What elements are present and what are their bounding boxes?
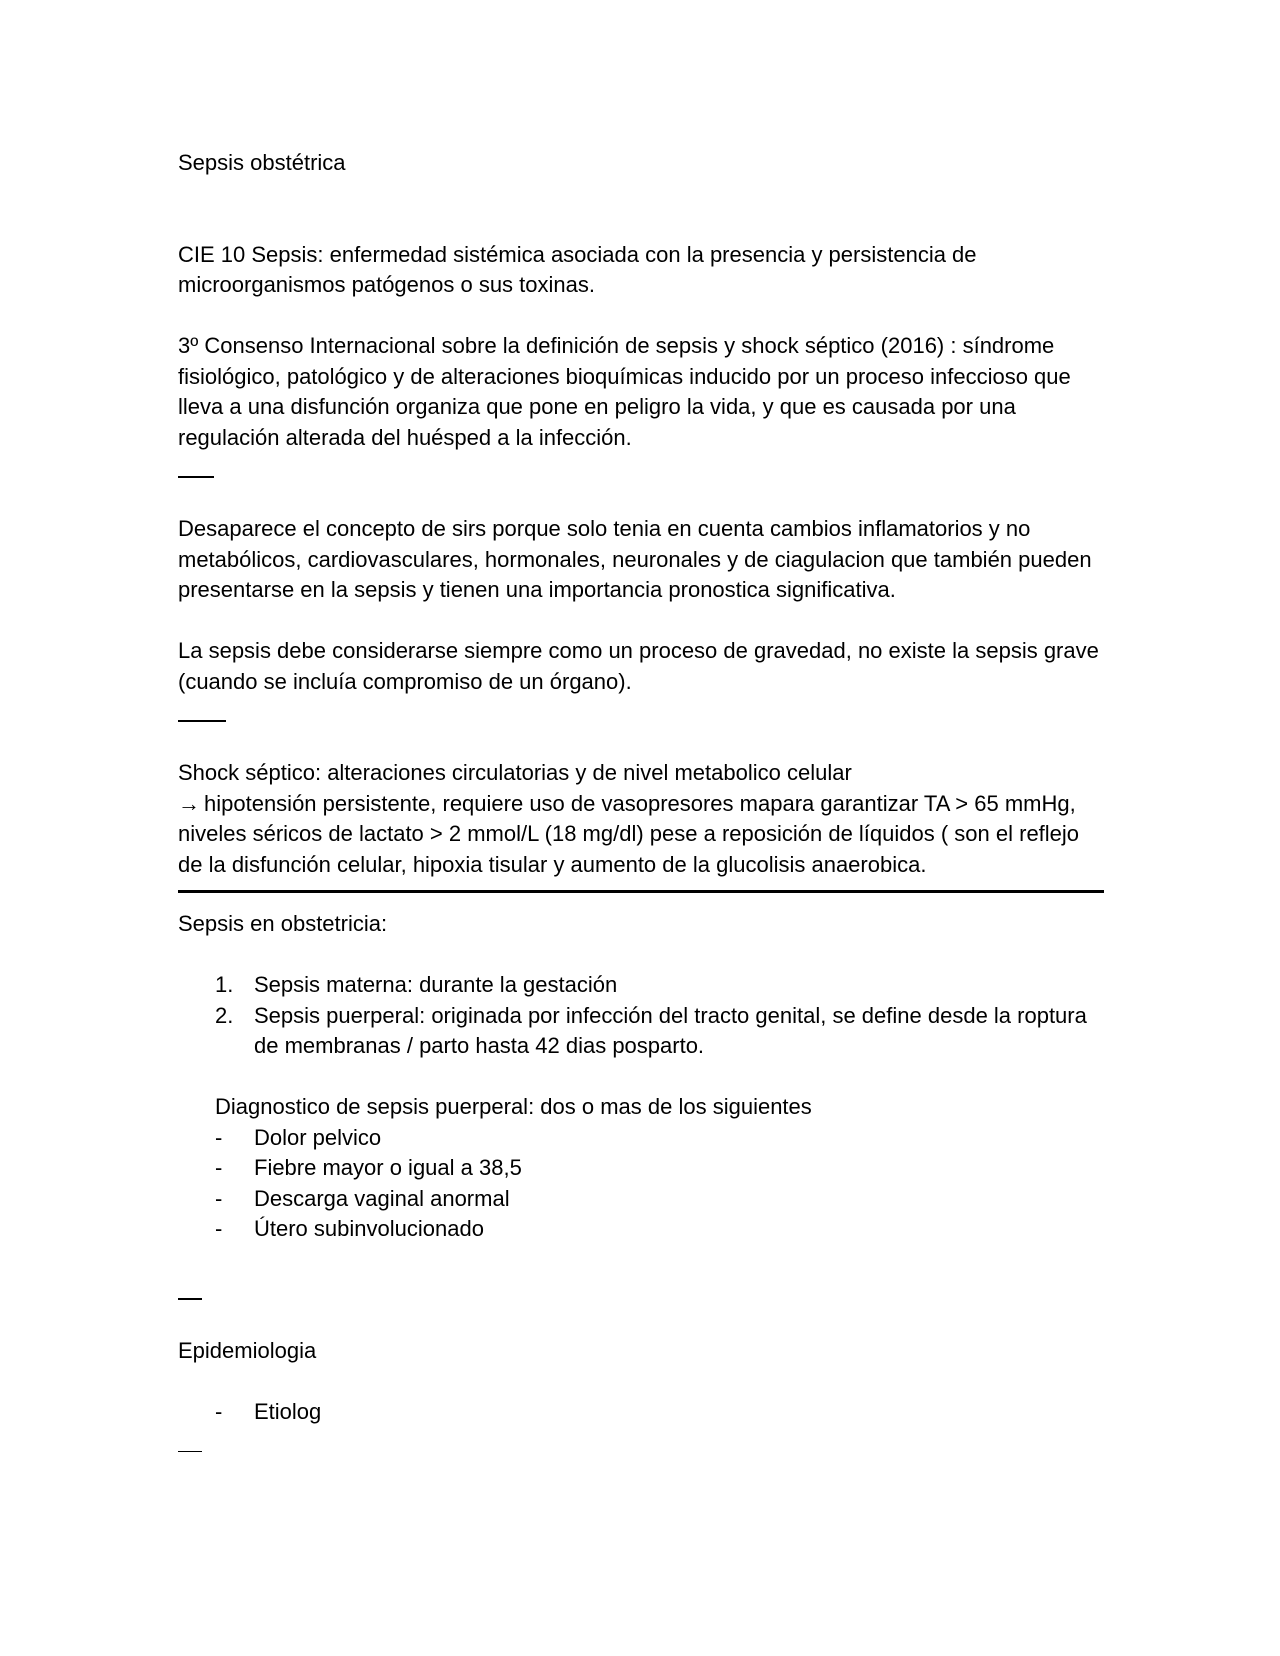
list-marker: - — [215, 1185, 223, 1211]
spacer — [178, 1062, 1108, 1093]
spacer — [178, 179, 1108, 240]
section-divider — [178, 890, 1104, 893]
list-item — [178, 970, 1108, 1001]
spacer — [178, 606, 1108, 637]
document-title: Sepsis obstétrica — [178, 150, 346, 175]
list-item-text: Sepsis puerperal: originada por infección del tracto genital, se define desde la roptura de membranas / parto hasta 42 dias posparto. — [254, 1002, 1087, 1058]
short-divider — [178, 1275, 1108, 1306]
paragraph-sirs: Desaparece el concepto de sirs porque solo tenia en cuenta cambios inflamatorios y no metabólicos, cardiovasculares, hormonales, neuronales y de ciagulacion que también pueden presentarse en la sepsis y tienen una importancia pronostica significativa. — [178, 516, 1092, 602]
short-divider — [178, 1428, 1108, 1459]
list-item-text: Sepsis materna: durante la gestación — [254, 972, 618, 997]
diagnostico-list — [178, 1123, 1108, 1245]
shock-detail-text: hipotensión persistente, requiere uso de vasopresores mapara garantizar TA > 65 mmHg, niveles séricos de lactato > 2 mmol/L (18 mg/dl) pese a reposición de líquidos ( son el reflejo de la disfunción celular, hipoxia tisular y aumento de la glucolisis anaerobica. — [178, 790, 1080, 877]
short-divider — [178, 453, 1108, 484]
section-heading-obstetricia: Sepsis en obstetricia: — [178, 911, 388, 936]
list-marker: 1. — [215, 972, 234, 997]
paragraph-cie10: CIE 10 Sepsis: enfermedad sistémica asociada con la presencia y persistencia de microorganismos patógenos o sus toxinas. — [178, 241, 977, 297]
list-item — [178, 1153, 1108, 1184]
section-heading-epidemiologia: Epidemiologia — [178, 1338, 317, 1363]
list-item — [178, 1184, 1108, 1215]
list-item-text: Útero subinvolucionado — [254, 1216, 484, 1241]
spacer — [178, 1367, 1108, 1398]
spacer — [178, 301, 1108, 332]
list-item-text: Etiolog — [254, 1399, 322, 1424]
paragraph-shock-title: Shock séptico: alteraciones circulatorias y de nivel metabolico celular — [178, 760, 852, 785]
short-divider — [178, 697, 1108, 728]
list-item-text: Dolor pelvico — [254, 1124, 382, 1150]
spacer — [178, 728, 1108, 759]
list-marker: - — [215, 1216, 223, 1241]
numbered-list — [178, 970, 1108, 1062]
epidemiologia-list — [178, 1397, 1108, 1428]
spacer — [178, 940, 1108, 971]
list-item — [178, 1397, 1108, 1428]
list-marker: - — [215, 1399, 223, 1424]
list-item — [178, 1214, 1108, 1245]
list-item — [178, 1123, 1108, 1154]
paragraph-gravedad: La sepsis debe considerarse siempre como un proceso de gravedad, no existe la sepsis grave (cuando se incluía compromiso de un órgano). — [178, 638, 1099, 694]
paragraph-shock-detail — [178, 789, 1108, 881]
list-item-text: Fiebre mayor o igual a 38,5 — [254, 1155, 522, 1180]
spacer — [178, 1306, 1108, 1337]
list-item-text: Descarga vaginal anormal — [254, 1185, 510, 1211]
list-marker: 2. — [215, 1002, 234, 1028]
list-marker: - — [215, 1155, 223, 1180]
list-item — [178, 1001, 1108, 1062]
spacer — [178, 484, 1108, 515]
arrow-right-icon: → — [178, 790, 200, 816]
list-marker: - — [215, 1124, 223, 1150]
spacer — [178, 1245, 1108, 1276]
paragraph-consenso: 3º Consenso Internacional sobre la definición de sepsis y shock séptico (2016) : síndrome fisiológico, patológico y de alteraciones bioquímicas inducido por un proceso infeccioso que lleva a una disfunción organiza que pone en peligro la vida, y que es causada por una regulación alterada del huésped a la infección. — [178, 333, 1071, 450]
document-page — [178, 148, 1108, 1458]
diagnostico-intro: Diagnostico de sepsis puerperal: dos o mas de los siguientes — [215, 1094, 812, 1119]
